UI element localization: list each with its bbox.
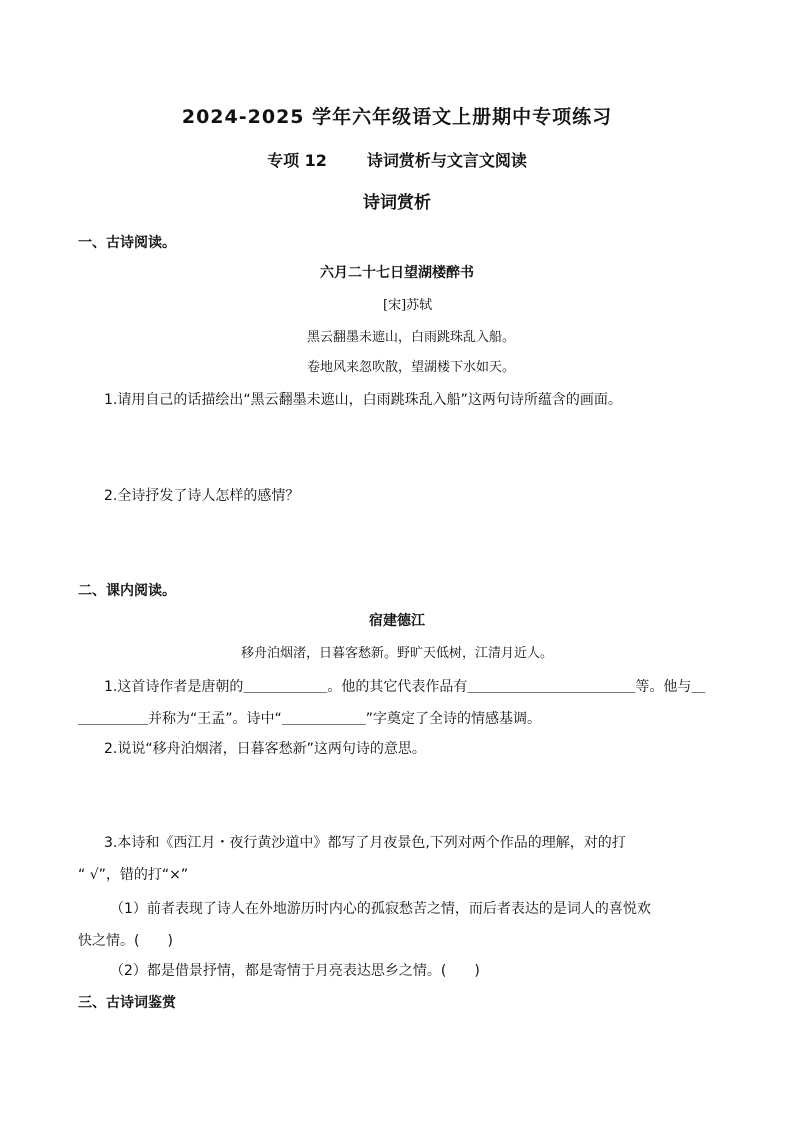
section-title: 诗词赏析 [363,193,431,213]
part3-heading: 三、古诗词鉴赏 [78,995,176,1011]
poem1-title: 六月二十七日望湖楼醉书 [320,265,474,281]
part2-q3-line1: 3.本诗和《西江月・夜行黄沙道中》都写了月夜景色,下列对两个作品的理解，对的打 [104,835,626,851]
part2-q2: 2.说说“移舟泊烟渚，日暮客愁新”这两句诗的意思。 [104,741,426,757]
topic-subtitle [0,148,794,171]
topic-title: 诗词赏析与文言文阅读 [366,151,527,170]
part2-option2: （2）都是借景抒情，都是寄情于月亮表达思乡之情。( ) [110,963,480,979]
poem1-author: [宋]苏轼 [383,298,433,313]
topic-label: 专项 12 [267,151,327,170]
part2-q1-line1: 1.这首诗作者是唐朝的＿＿＿＿＿＿。他的其它代表作品有＿＿＿＿＿＿＿＿＿＿＿＿等。他与＿ [104,679,706,695]
part2-option1-line2: 快之情。( ) [78,933,173,949]
part1-heading: 一、古诗阅读。 [78,235,176,251]
part2-q1-line2: ＿＿＿＿＿并称为“王孟”。诗中“＿＿＿＿＿＿”字奠定了全诗的情感基调。 [78,711,542,727]
poem2-title: 宿建德江 [369,613,425,629]
poem2-line: 移舟泊烟渚，日暮客愁新。野旷天低树，江清月近人。 [240,646,553,661]
poem1-line: 卷地风来忽吹散，望湖楼下水如天。 [306,360,515,375]
part1-question: 2.全诗抒发了诗人怎样的感情？ [104,488,300,504]
part2-option1-line1: （1）前者表现了诗人在外地游历时内心的孤寂愁苦之情，而后者表达的是词人的喜悦欢 [110,901,651,917]
part2-q3-line2: “ √”，错的打“×” [78,867,189,883]
document-title: 2024-2025 学年六年级语文上册期中专项练习 [181,106,613,128]
poem1-line: 黑云翻墨未遮山，白雨跳珠乱入船。 [306,330,515,345]
part2-heading: 二、课内阅读。 [78,583,176,599]
part1-question: 1.请用自己的话描绘出“黑云翻墨未遮山，白雨跳珠乱入船”这两句诗所蕴含的画面。 [104,392,622,408]
